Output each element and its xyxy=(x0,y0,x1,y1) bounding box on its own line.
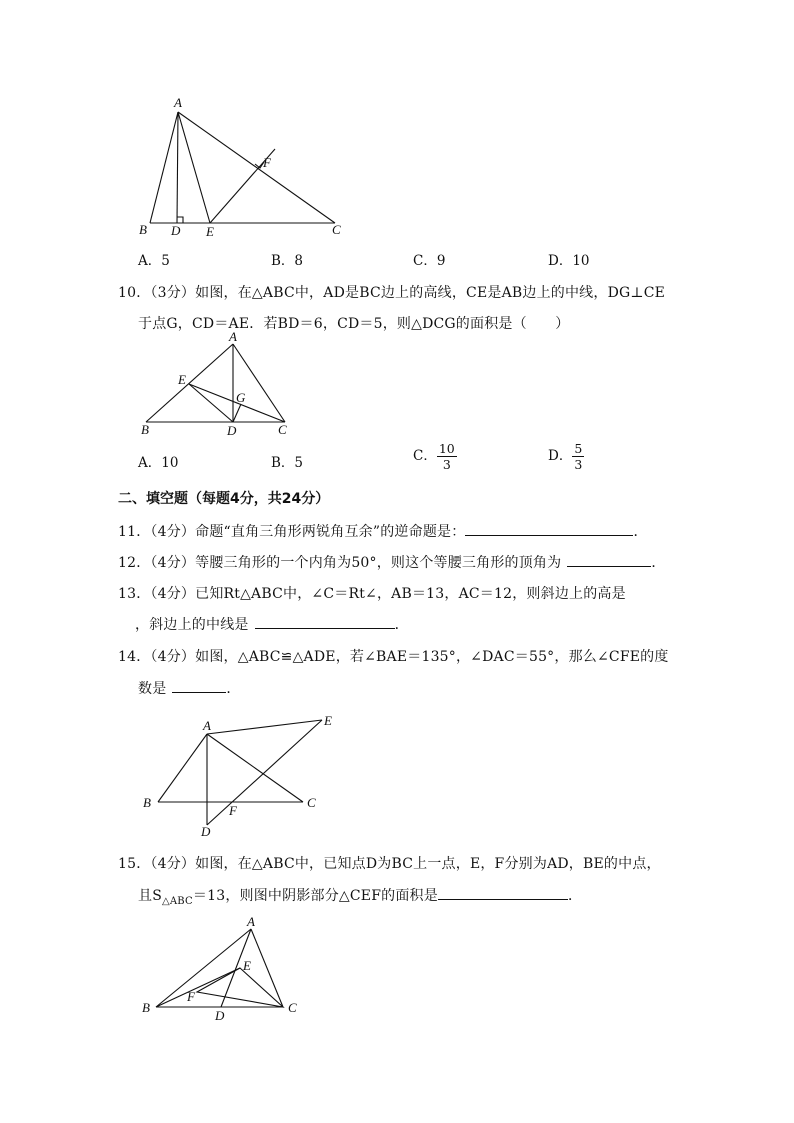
q12 xyxy=(118,552,666,572)
segment-ab xyxy=(150,112,178,223)
q15-end: ． xyxy=(567,888,583,904)
label-c: C xyxy=(307,795,316,810)
label-c: C xyxy=(332,222,341,237)
q14-line1: 14．（4分）如图，△ABC≌△ADE，若∠BAE＝135°，∠DAC＝55°，那么∠CFE的度 xyxy=(118,649,669,665)
label-f: F xyxy=(263,155,271,170)
q11-end: ． xyxy=(633,524,648,540)
q12-answer-blank[interactable] xyxy=(567,552,651,567)
label-b: B xyxy=(139,222,147,237)
label-e: E xyxy=(206,224,214,239)
label-d: D xyxy=(201,824,211,839)
label-b: B xyxy=(141,422,149,437)
label-a: A xyxy=(229,329,237,344)
segment-ae xyxy=(207,720,322,734)
label-c: C xyxy=(288,1000,297,1015)
q9-option-b: B．8 xyxy=(271,253,304,269)
q10-option-d-fraction: $\frac{5}{3}$ xyxy=(574,441,583,472)
q15-line2-mid: ＝13，则图中阴影部分△CEF的面积是 xyxy=(192,888,438,904)
label-c: C xyxy=(278,422,287,437)
segment-be xyxy=(156,968,240,1007)
label-f: F xyxy=(229,803,237,818)
q10-option-b: B．5 xyxy=(271,455,304,471)
figure-q15 xyxy=(135,912,315,1022)
segment-dg xyxy=(233,404,241,422)
label-d: D xyxy=(215,1008,225,1023)
segment-ad xyxy=(177,112,178,223)
segment-ab xyxy=(158,734,207,802)
segment-ed xyxy=(189,384,233,422)
q14-line2 xyxy=(138,678,241,698)
q10-option-a: A．10 xyxy=(138,455,179,471)
q14-line2-text: 数是 xyxy=(138,681,167,697)
q9-option-a: A．5 xyxy=(138,253,170,269)
q15-line2-sub: △ABC xyxy=(162,895,193,907)
q12-end: ． xyxy=(651,555,666,571)
q10-line2: 于点G，CD＝AE．若BD＝6，CD＝5，则△DCG的面积是（ ） xyxy=(138,316,570,332)
q10-option-c xyxy=(413,441,457,472)
q13-end: ． xyxy=(394,617,409,633)
label-f: F xyxy=(187,989,195,1004)
q13-line2-text: ，斜边上的中线是 xyxy=(135,617,249,633)
q15-line2-prefix: 且S xyxy=(138,888,162,904)
q11 xyxy=(118,521,648,541)
q10-option-c-prefix: C． xyxy=(413,448,437,464)
shaded-triangle-cef xyxy=(197,968,283,1007)
label-a: A xyxy=(174,95,182,110)
q13-line2 xyxy=(135,614,409,634)
segment-ac xyxy=(178,112,335,223)
q12-text: 12．（4分）等腰三角形的一个内角为50°，则这个等腰三角形的顶角为 xyxy=(118,555,562,571)
label-e: E xyxy=(178,372,186,387)
section-title-fill-in: 二、填空题（每题4分，共24分） xyxy=(118,491,330,507)
q15-answer-blank[interactable] xyxy=(438,885,568,900)
segment-de xyxy=(207,720,322,825)
q10-line1: 10．（3分）如图，在△ABC中，AD是BC边上的高线，CE是AB边上的中线，DG⊥CE xyxy=(118,285,666,301)
q11-answer-blank[interactable] xyxy=(465,521,633,536)
q13-line1: 13．（4分）已知Rt△ABC中，∠C＝Rt∠，AB＝13，AC＝12，则斜边上的高是 xyxy=(118,586,626,602)
label-b: B xyxy=(143,795,151,810)
figure-q10 xyxy=(130,329,300,441)
q10-option-d xyxy=(548,441,584,472)
q14-end: ． xyxy=(226,681,241,697)
q15-line1: 15．（4分）如图，在△ABC中，已知点D为BC上一点，E，F分别为AD，BE的中点， xyxy=(118,856,661,872)
q9-option-d: D．10 xyxy=(548,253,590,269)
figure-q9 xyxy=(130,92,341,242)
segment-ac xyxy=(251,929,283,1007)
figure-q14 xyxy=(135,708,345,838)
label-d: D xyxy=(227,423,237,438)
segment-ab xyxy=(156,929,251,1007)
label-e: E xyxy=(243,958,251,973)
q14-answer-blank[interactable] xyxy=(172,678,226,693)
q13-answer-blank[interactable] xyxy=(255,614,395,629)
label-d: D xyxy=(171,223,181,238)
q9-option-c: C．9 xyxy=(413,253,446,269)
segment-ac xyxy=(233,344,285,422)
q15-line2 xyxy=(138,885,582,907)
label-a: A xyxy=(203,718,211,733)
label-a: A xyxy=(247,914,255,929)
q10-option-c-fraction: $\frac{10}{3}$ xyxy=(438,441,455,472)
q10-option-d-prefix: D． xyxy=(548,448,573,464)
label-g: G xyxy=(236,390,246,405)
q11-text: 11．（4分）命题“直角三角形两锐角互余”的逆命题是： xyxy=(118,524,466,540)
label-b: B xyxy=(142,1000,150,1015)
label-e: E xyxy=(324,713,332,728)
segment-ac xyxy=(207,734,303,802)
segment-ae xyxy=(178,112,210,223)
